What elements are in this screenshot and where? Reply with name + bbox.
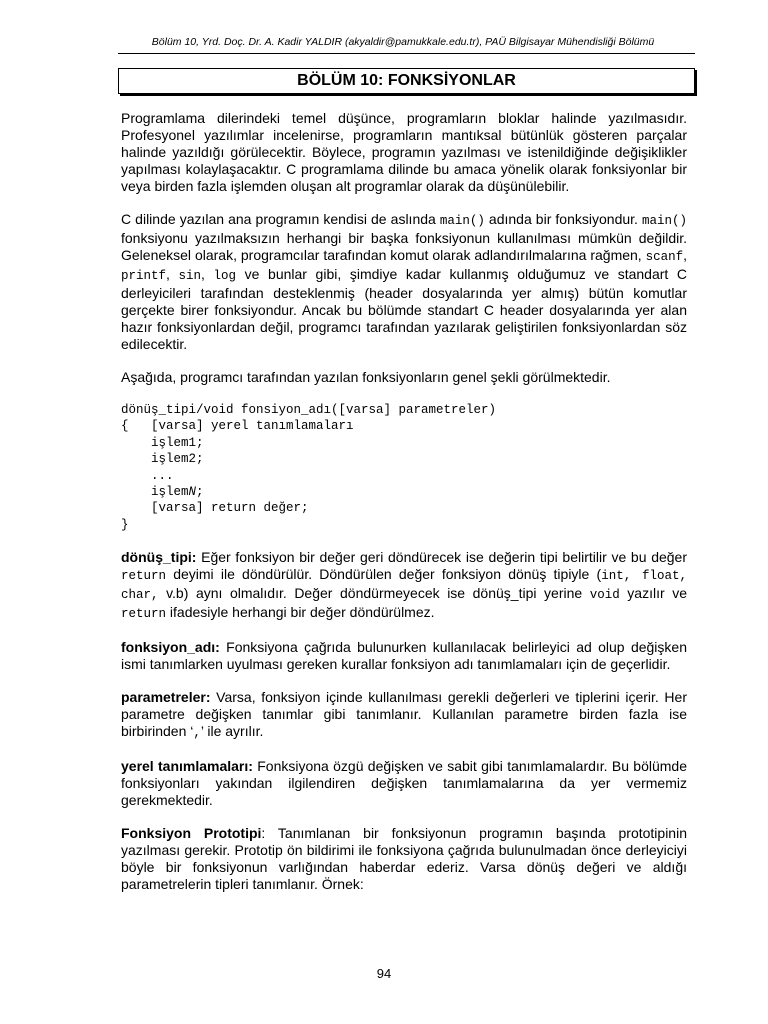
inline-code: , <box>193 726 201 741</box>
code-line: işlem <box>121 485 189 500</box>
code-block: dönüş_tipi/void fonsiyon_adı([varsa] parametreler) { [varsa] yerel tanımlamaları işlem1; işlem2; ... işlemN; [varsa] return değer; } <box>121 403 497 532</box>
definition-term: dönüş_tipi: <box>121 549 197 566</box>
code-line: { [varsa] yerel tanımlamaları <box>121 419 354 434</box>
code-line: işlem2; <box>121 452 204 467</box>
inline-code: return <box>121 607 167 622</box>
header-divider <box>118 53 695 54</box>
body-text <box>121 110 687 909</box>
code-line: [varsa] return değer; <box>121 501 309 516</box>
inline-code: main() <box>439 214 485 228</box>
definition-term: yerel tanımlamaları: <box>121 758 253 775</box>
inline-code: return <box>121 569 167 584</box>
local-definitions-definition: yerel tanımlamaları: Fonksiyona özgü değişken ve sabit gibi tanımlamalardır. Bu bölümde fonksiyonları yakından ilgilendiren değişken tanımlamalarına da yer vermemiz gerekmektedir. <box>121 758 687 809</box>
parameters-definition: parametreler: Varsa, fonksiyon içinde kullanılması gerekli değerleri ve tiplerini içerir. Her parametre değişken tanımlar gibi tanımlanır. Kullanılan parametre birden fazla ise birbirinden ‘,’ ile ayrılır. <box>121 689 687 741</box>
inline-code: sin <box>178 269 202 283</box>
definition-term: fonksiyon_adı: <box>121 639 220 656</box>
main-function-paragraph: C dilinde yazılan ana programın kendisi de aslında main() adında bir fonksiyondur. main() fonksiyonu yazılmaksızın herhangi bir başka fonksiyonun kullanılması mümkün değildir. Geleneksel olarak, programcılar tarafından komut olarak adlandırılmalarına rağmen, scanf, printf, sin, log ve bunlar gibi, şimdiye kadar kullanmış olduğumuz ve standart C derleyicileri tarafından desteklenmiş (header dosyalarında yer almış) bütün komutlar gerçekte birer fonksiyondur. Ancak bu bölümde standart C header dosyalarında yer alan hazır fonksiyonlardan değil, programcı tarafından yazılarak geliştirilen fonksiyonlardan söz edilecektir. <box>121 211 688 352</box>
inline-code: main() <box>641 214 687 228</box>
inline-code: int, float, char, <box>121 569 688 603</box>
return-type-definition: dönüş_tipi: Eğer fonksiyon bir değer geri döndürecek ise değerin tipi belirtilir ve bu değer return deyimi ile döndürülür. Döndürülen değer fonksiyon dönüş tipiyle (int, float, char, v.b) aynı olmalıdır. Değer döndürmeyecek ise dönüş_tipi yerine void yazılır ve return ifadesiyle herhangi bir değer döndürülmez. <box>121 549 688 622</box>
definition-term: parametreler: <box>121 689 211 706</box>
code-line: } <box>121 517 129 532</box>
inline-code: scanf <box>645 250 684 264</box>
running-header: Bölüm 10, Yrd. Doç. Dr. A. Kadir YALDIR (akyaldir@pamukkale.edu.tr), PAÜ Bilgisayar Mühendisliği Bölümü <box>151 36 655 48</box>
chapter-title: BÖLÜM 10: FONKSİYONLAR <box>118 68 695 94</box>
function-name-definition: fonksiyon_adı: Fonksiyona çağrıda bulunurken kullanılacak belirleyici ad olup değişken ismi tanımlarken uyulması gereken kurallar fonksiyon adı tanımlamaları için de geçerlidir. <box>121 639 687 673</box>
prototype-definition: Fonksiyon Prototipi: Tanımlanan bir fonksiyonun programın başında prototipinin yazılması gerekir. Prototip ön bildirimi ile fonksiyona çağrıda bulunulmadan önce derleyiciyi böyle bir fonksiyonun varlığından haberdar ederiz. Varsa dönüş değeri ve aldığı parametrelerin tipleri tanımlanır. Örnek: <box>121 825 687 893</box>
code-line: işlem1; <box>121 435 204 450</box>
page-number: 94 <box>376 966 392 981</box>
inline-code: void <box>589 588 620 603</box>
general-form-intro: Aşağıda, programcı tarafından yazılan fonksiyonların genel şekli görülmektedir. <box>121 369 611 385</box>
inline-code: log <box>213 269 237 283</box>
code-line: ... <box>121 468 174 483</box>
definition-term: Fonksiyon Prototipi <box>121 825 262 842</box>
intro-paragraph: Programlama dilerindeki temel düşünce, programların bloklar halinde yazılmasıdır. Profesyonel yazılımlar incelenirse, programların mantıksal bütünlük gösteren parçalar halinde yazıldığı görülecektir. Böylece, programın yazılması ve istenildiğinde değişiklikler yapılması kolaylaşacaktır. C programlama dilinde bu amaca yönelik olarak fonksiyonlar bir veya birden fazla işlemden oluşan alt programlar olarak da düşünülebilir. <box>121 110 687 194</box>
inline-code: printf <box>121 269 167 283</box>
code-line: dönüş_tipi/void fonsiyon_adı([varsa] parametreler) <box>121 403 497 417</box>
